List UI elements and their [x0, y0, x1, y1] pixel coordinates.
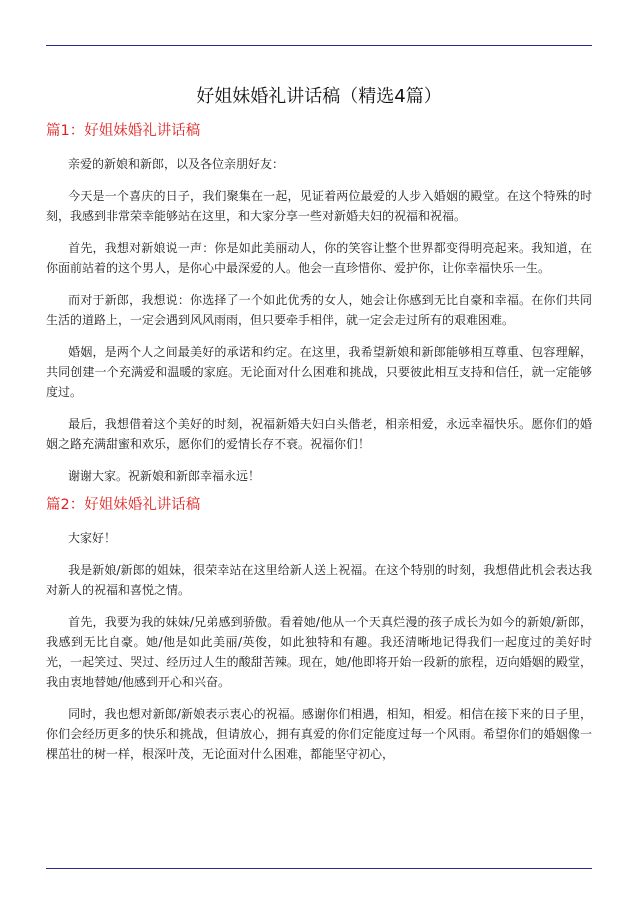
paragraph: 谢谢大家。祝新娘和新郎幸福永远！	[68, 469, 261, 483]
paragraph: 今天是一个喜庆的日子，我们聚集在一起，见证着两位最爱的人步入婚姻的殿堂。在这个特殊的时刻，我感到非常荣幸能够站在这里，和大家分享一些对新婚夫妇的祝福和祝福。	[46, 189, 592, 223]
document-title: 好姐妹婚礼讲话稿（精选4篇）	[196, 86, 442, 107]
paragraph: 大家好！	[68, 531, 117, 545]
paragraph: 我是新娘/新郎的姐妹，很荣幸站在这里给新人送上祝福。在这个特别的时刻，我想借此机会表达我对新人的祝福和喜悦之情。	[46, 563, 592, 597]
document-page	[46, 84, 592, 776]
paragraph: 首先，我想对新娘说一声：你是如此美丽动人，你的笑容让整个世界都变得明亮起来。我知道，在你面前站着的这个男人，是你心中最深爱的人。他会一直珍惜你、爱护你，让你幸福快乐一生。	[46, 241, 592, 275]
section-heading: 篇2：好姐妹婚礼讲话稿	[46, 497, 201, 513]
paragraph: 而对于新郎，我想说：你选择了一个如此优秀的女人，她会让你感到无比自豪和幸福。在你们共同生活的道路上，一定会遇到风风雨雨，但只要牵手相伴，就一定会走过所有的艰难困难。	[46, 293, 592, 327]
section-2	[46, 494, 592, 764]
paragraph: 同时，我也想对新郎/新娘表示衷心的祝福。感谢你们相遇，相知，相爱。相信在接下来的日子里，你们会经历更多的快乐和挑战，但请放心，拥有真爱的你们定能度过每一个风雨。希望你们的婚姻像一棵茁壮的树一样，根深叶茂，无论面对什么困难，都能坚守初心，	[46, 707, 592, 761]
paragraph: 最后，我想借着这个美好的时刻，祝福新婚夫妇白头偕老，相亲相爱，永远幸福快乐。愿你们的婚姻之路充满甜蜜和欢乐，愿你们的爱情长存不衰。祝福你们！	[46, 417, 592, 451]
footer-rule	[46, 868, 592, 869]
header-rule	[46, 45, 592, 46]
paragraph: 亲爱的新娘和新郎，以及各位亲朋好友：	[68, 157, 285, 171]
paragraph: 首先，我要为我的妹妹/兄弟感到骄傲。看着她/他从一个天真烂漫的孩子成长为如今的新娘/新郎，我感到无比自豪。她/他是如此美丽/英俊，如此独特和有趣。我还清晰地记得我们一起度过的美好时光，一起笑过、哭过、经历过人生的酸甜苦辣。现在，她/他即将开始一段新的旅程，迈向婚姻的殿堂，我由衷地替她/他感到开心和兴奋。	[46, 615, 592, 689]
section-heading: 篇1：好姐妹婚礼讲话稿	[46, 123, 201, 139]
paragraph: 婚姻，是两个人之间最美好的承诺和约定。在这里，我希望新娘和新郎能够相互尊重、包容理解，共同创建一个充满爱和温暖的家庭。无论面对什么困难和挑战，只要彼此相互支持和信任，就一定能够度过。	[46, 345, 592, 399]
section-1	[46, 120, 592, 486]
